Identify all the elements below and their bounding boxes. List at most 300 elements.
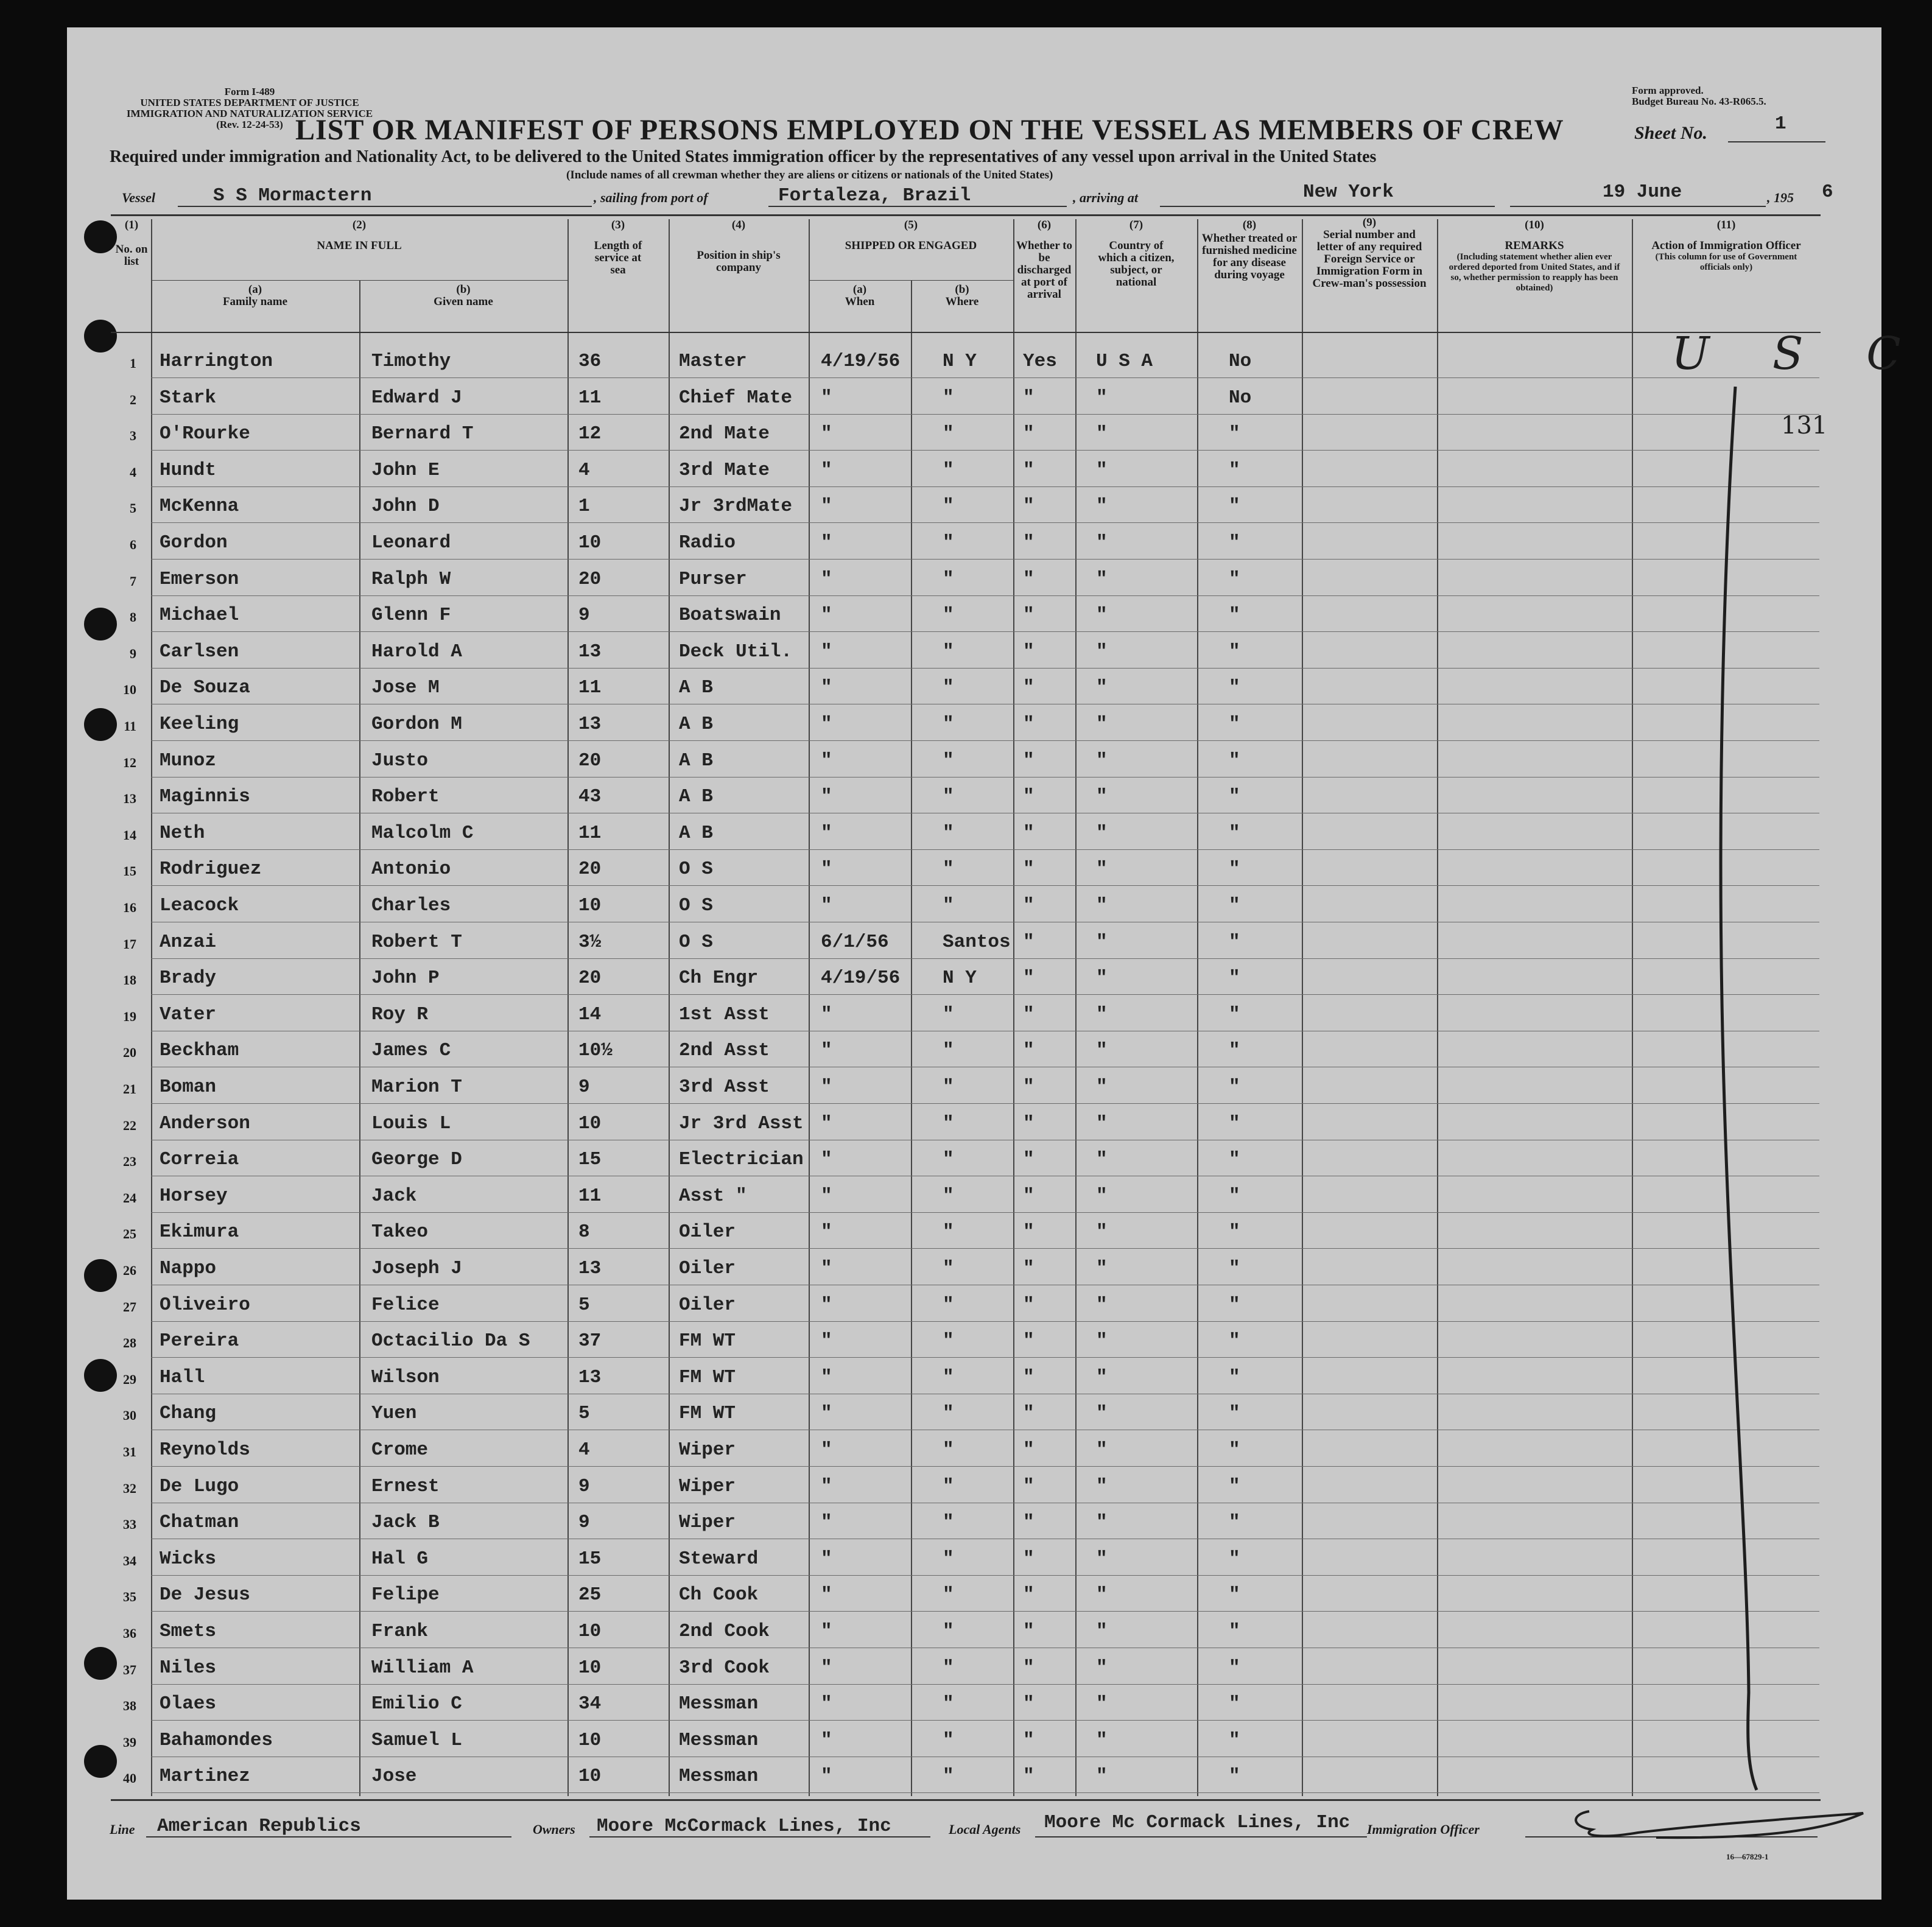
col6-header: (6) Whether to be discharged at port of arrival — [1016, 219, 1072, 301]
family-name-cell: Stark — [160, 387, 217, 409]
position-cell: Messman — [679, 1729, 759, 1751]
sheet-label: Sheet No. — [1634, 123, 1707, 143]
length-of-service-cell: 9 — [578, 605, 590, 627]
discharge-cell: " — [1023, 858, 1034, 880]
shipped-when-cell: " — [821, 749, 832, 771]
row-rule — [151, 1248, 1819, 1249]
year-digit: 6 — [1822, 181, 1833, 203]
given-name-cell: Yuen — [371, 1403, 417, 1425]
length-of-service-cell: 10 — [578, 895, 602, 916]
row-number: 14 — [123, 827, 136, 843]
length-of-service-cell: 11 — [578, 822, 602, 844]
family-name-cell: Martinez — [160, 1766, 250, 1788]
family-name-cell: Neth — [160, 822, 205, 844]
shipped-when-cell: " — [821, 496, 832, 518]
discharge-cell: " — [1023, 1693, 1034, 1715]
length-of-service-cell: 20 — [578, 749, 602, 771]
given-name-cell: George D — [371, 1149, 462, 1171]
shipped-where-cell: " — [943, 677, 954, 699]
shipped-when-cell: " — [821, 1729, 832, 1751]
shipped-where-cell: " — [943, 1766, 954, 1788]
family-name-cell: Niles — [160, 1657, 217, 1679]
discharge-cell: " — [1023, 1366, 1034, 1388]
position-cell: FM WT — [679, 1366, 736, 1388]
service: IMMIGRATION AND NATURALIZATION SERVICE — [126, 108, 373, 119]
medicine-cell: No — [1229, 351, 1252, 372]
shipped-where-cell: N Y — [943, 351, 977, 372]
medicine-cell: No — [1229, 387, 1252, 409]
shipped-where-cell: " — [943, 1548, 954, 1570]
length-of-service-cell: 13 — [578, 1366, 602, 1388]
row-number: 10 — [123, 682, 136, 698]
shipped-when-cell: " — [821, 1475, 832, 1497]
row-rule — [151, 994, 1819, 995]
given-name-cell: Ralph W — [371, 568, 451, 590]
shipped-where-cell: " — [943, 1403, 954, 1425]
country-cell: " — [1096, 1548, 1108, 1570]
shipped-when-cell: " — [821, 1548, 832, 1570]
length-of-service-cell: 5 — [578, 1294, 590, 1316]
shipped-when-cell: " — [821, 1149, 832, 1171]
given-name-cell: Roy R — [371, 1003, 429, 1025]
country-cell: " — [1096, 1076, 1108, 1098]
discharge-cell: " — [1023, 496, 1034, 518]
row-rule — [151, 1575, 1819, 1576]
position-cell: 1st Asst — [679, 1003, 770, 1025]
shipped-when-cell: " — [821, 895, 832, 916]
country-cell: " — [1096, 1366, 1108, 1388]
shipped-when-cell: " — [821, 1403, 832, 1425]
length-of-service-cell: 43 — [578, 786, 602, 808]
discharge-cell: " — [1023, 1439, 1034, 1461]
row-number: 23 — [123, 1154, 136, 1170]
row-rule — [151, 414, 1819, 415]
medicine-cell: " — [1229, 1330, 1240, 1352]
family-name-cell: Munoz — [160, 749, 217, 771]
family-name-cell: Leacock — [160, 895, 239, 916]
family-name-cell: Vater — [160, 1003, 217, 1025]
shipped-when-cell: " — [821, 532, 832, 553]
discharge-cell: " — [1023, 786, 1034, 808]
budget-bureau: Budget Bureau No. 43-R065.5. — [1632, 96, 1766, 107]
country-cell: " — [1096, 1512, 1108, 1534]
discharge-cell: " — [1023, 1584, 1034, 1606]
discharge-cell: " — [1023, 459, 1034, 481]
medicine-cell: " — [1229, 641, 1240, 662]
country-cell: " — [1096, 1439, 1108, 1461]
country-cell: " — [1096, 858, 1108, 880]
medicine-cell: " — [1229, 1584, 1240, 1606]
discharge-cell: " — [1023, 1149, 1034, 1171]
discharge-cell: " — [1023, 1475, 1034, 1497]
discharge-cell: " — [1023, 1294, 1034, 1316]
given-name-cell: Timothy — [371, 351, 451, 372]
shipped-where-cell: " — [943, 1040, 954, 1062]
country-cell: " — [1096, 1330, 1108, 1352]
arriving-label: , arriving at — [1073, 190, 1138, 205]
family-name-cell: Oliveiro — [160, 1294, 250, 1316]
row-rule — [151, 1212, 1819, 1213]
row-number: 31 — [123, 1444, 136, 1459]
discharge-cell: " — [1023, 931, 1034, 953]
agents-label: Local Agents — [949, 1822, 1021, 1837]
family-name-cell: Michael — [160, 605, 239, 627]
given-name-cell: Charles — [371, 895, 451, 916]
row-number: 26 — [123, 1263, 136, 1278]
shipped-where-cell: " — [943, 1076, 954, 1098]
country-cell: " — [1096, 1766, 1108, 1788]
country-cell: " — [1096, 1657, 1108, 1679]
medicine-cell: " — [1229, 1548, 1240, 1570]
family-name-cell: Bahamondes — [160, 1729, 273, 1751]
shipped-where-cell: " — [943, 1294, 954, 1316]
row-rule — [151, 377, 1819, 378]
row-rule — [151, 849, 1819, 850]
given-name-cell: Louis L — [371, 1112, 451, 1134]
discharge-cell: " — [1023, 895, 1034, 916]
shipped-when-cell: " — [821, 1258, 832, 1279]
shipped-when-cell: " — [821, 459, 832, 481]
col-divider — [1302, 219, 1303, 1796]
shipped-when-cell: " — [821, 1512, 832, 1534]
col-divider — [359, 280, 360, 1796]
shipped-where-cell: " — [943, 1112, 954, 1134]
row-rule — [151, 595, 1819, 596]
length-of-service-cell: 36 — [578, 351, 602, 372]
shipped-when-cell: " — [821, 605, 832, 627]
medicine-cell: " — [1229, 605, 1240, 627]
row-rule — [151, 668, 1819, 669]
country-cell: " — [1096, 1185, 1108, 1207]
family-name-cell: Pereira — [160, 1330, 239, 1352]
shipped-where-cell: " — [943, 605, 954, 627]
shipped-where-cell: " — [943, 532, 954, 553]
row-rule — [151, 1684, 1819, 1685]
row-number: 30 — [123, 1408, 136, 1423]
length-of-service-cell: 25 — [578, 1584, 602, 1606]
shipping-line: American Republics — [157, 1816, 361, 1837]
country-cell: " — [1096, 1403, 1108, 1425]
row-rule — [151, 559, 1819, 560]
row-number: 24 — [123, 1190, 136, 1206]
family-name-cell: Chatman — [160, 1512, 239, 1534]
length-of-service-cell: 10 — [578, 1112, 602, 1134]
family-name-cell: Harrington — [160, 351, 273, 372]
family-name-cell: Brady — [160, 967, 217, 989]
col4-header: (4) Position in ship's company — [697, 219, 781, 274]
owners-label: Owners — [533, 1822, 575, 1837]
approval-block — [1632, 85, 1766, 107]
discharge-cell: " — [1023, 1040, 1034, 1062]
row-rule — [151, 486, 1819, 487]
discharge-cell: " — [1023, 1221, 1034, 1243]
position-cell: 2nd Asst — [679, 1040, 770, 1062]
department: UNITED STATES DEPARTMENT OF JUSTICE — [140, 97, 359, 108]
line-underline — [146, 1836, 511, 1837]
family-name-cell: Hundt — [160, 459, 217, 481]
length-of-service-cell: 9 — [578, 1475, 590, 1497]
position-cell: A B — [679, 822, 713, 844]
shipped-where-cell: " — [943, 714, 954, 735]
row-rule — [151, 1321, 1819, 1322]
arrival-port: New York — [1303, 181, 1394, 203]
position-cell: Master — [679, 351, 747, 372]
shipped-where-cell: Santos — [943, 931, 1011, 953]
given-name-cell: Leonard — [371, 532, 451, 553]
length-of-service-cell: 34 — [578, 1693, 602, 1715]
country-cell: U S A — [1096, 351, 1153, 372]
country-cell: " — [1096, 532, 1108, 553]
position-cell: Oiler — [679, 1221, 736, 1243]
discharge-cell: " — [1023, 1512, 1034, 1534]
country-cell: " — [1096, 1294, 1108, 1316]
row-number: 27 — [123, 1299, 136, 1315]
country-cell: " — [1096, 967, 1108, 989]
given-name-cell: Takeo — [371, 1221, 429, 1243]
given-name-cell: Edward J — [371, 387, 462, 409]
length-of-service-cell: 11 — [578, 387, 602, 409]
discharge-cell: " — [1023, 1657, 1034, 1679]
medicine-cell: " — [1229, 858, 1240, 880]
length-of-service-cell: 15 — [578, 1149, 602, 1171]
sailing-label: , sailing from port of — [594, 190, 708, 205]
family-name-cell: De Lugo — [160, 1475, 239, 1497]
row-number: 8 — [130, 609, 136, 625]
row-number: 36 — [123, 1626, 136, 1641]
length-of-service-cell: 3½ — [578, 931, 602, 953]
discharge-cell: " — [1023, 749, 1034, 771]
shipped-where-cell: " — [943, 822, 954, 844]
given-name-cell: Crome — [371, 1439, 429, 1461]
length-of-service-cell: 13 — [578, 641, 602, 662]
shipped-where-cell: " — [943, 1693, 954, 1715]
discharge-cell: " — [1023, 967, 1034, 989]
port-line — [768, 206, 1067, 207]
given-name-cell: Felice — [371, 1294, 440, 1316]
port-of-departure: Fortaleza, Brazil — [778, 185, 971, 206]
row-number: 33 — [123, 1517, 136, 1532]
discharge-cell: " — [1023, 568, 1034, 590]
medicine-cell: " — [1229, 967, 1240, 989]
col5a-header: (a) When — [845, 283, 875, 308]
row-number: 19 — [123, 1008, 136, 1024]
medicine-cell: " — [1229, 568, 1240, 590]
shipped-when-cell: " — [821, 1003, 832, 1025]
shipped-where-cell: " — [943, 1003, 954, 1025]
given-name-cell: John D — [371, 496, 440, 518]
given-name-cell: Hal G — [371, 1548, 429, 1570]
shipped-where-cell: " — [943, 1258, 954, 1279]
row-number: 2 — [130, 391, 136, 407]
shipped-where-cell: " — [943, 459, 954, 481]
row-rule — [151, 740, 1819, 741]
shipped-where-cell: " — [943, 1366, 954, 1388]
country-cell: " — [1096, 749, 1108, 771]
col2a-header: (a) Family name — [222, 283, 288, 308]
shipped-where-cell: N Y — [943, 967, 977, 989]
row-number: 29 — [123, 1371, 136, 1387]
family-name-cell: Nappo — [160, 1258, 217, 1279]
discharge-cell: " — [1023, 1621, 1034, 1642]
given-name-cell: Antonio — [371, 858, 451, 880]
given-name-cell: Bernard T — [371, 423, 474, 445]
medicine-cell: " — [1229, 1693, 1240, 1715]
shipped-where-cell: " — [943, 1621, 954, 1642]
shipped-when-cell: " — [821, 1621, 832, 1642]
given-name-cell: Marion T — [371, 1076, 462, 1098]
col-divider — [1013, 219, 1014, 1796]
medicine-cell: " — [1229, 1766, 1240, 1788]
row-number: 13 — [123, 791, 136, 807]
shipped-where-cell: " — [943, 1439, 954, 1461]
row-number: 3 — [130, 428, 136, 444]
medicine-cell: " — [1229, 1657, 1240, 1679]
shipped-when-cell: " — [821, 1294, 832, 1316]
col9-header: (9) Serial number and letter of any required Foreign Service or Immigration Form in Crew-man's possession — [1312, 216, 1427, 290]
position-cell: Wiper — [679, 1475, 736, 1497]
country-cell: " — [1096, 1112, 1108, 1134]
row-number: 39 — [123, 1734, 136, 1750]
medicine-cell: " — [1229, 1185, 1240, 1207]
family-name-cell: Beckham — [160, 1040, 239, 1062]
shipped-when-cell: " — [821, 714, 832, 735]
country-cell: " — [1096, 1621, 1108, 1642]
row-number: 17 — [123, 936, 136, 952]
family-name-cell: Anderson — [160, 1112, 250, 1134]
discharge-cell: " — [1023, 1258, 1034, 1279]
shipped-when-cell: 6/1/56 — [821, 931, 889, 953]
row-number: 5 — [130, 500, 136, 516]
medicine-cell: " — [1229, 1149, 1240, 1171]
row-number: 18 — [123, 972, 136, 988]
length-of-service-cell: 10½ — [578, 1040, 613, 1062]
shipped-when-cell: " — [821, 822, 832, 844]
length-of-service-cell: 20 — [578, 858, 602, 880]
medicine-cell: " — [1229, 1258, 1240, 1279]
position-cell: Radio — [679, 532, 736, 553]
position-cell: 2nd Mate — [679, 423, 770, 445]
family-name-cell: O'Rourke — [160, 423, 250, 445]
discharge-cell: " — [1023, 605, 1034, 627]
discharge-cell: " — [1023, 677, 1034, 699]
given-name-cell: Felipe — [371, 1584, 440, 1606]
position-cell: 3rd Asst — [679, 1076, 770, 1098]
family-name-cell: Wicks — [160, 1548, 217, 1570]
medicine-cell: " — [1229, 459, 1240, 481]
row-number: 20 — [123, 1045, 136, 1061]
family-name-cell: Rodriguez — [160, 858, 262, 880]
col-divider — [1075, 219, 1077, 1796]
shipped-where-cell: " — [943, 641, 954, 662]
position-cell: Electrician — [679, 1149, 804, 1171]
shipped-when-cell: " — [821, 641, 832, 662]
given-name-cell: Samuel L — [371, 1729, 462, 1751]
position-cell: Chief Mate — [679, 387, 793, 409]
row-rule — [151, 1466, 1819, 1467]
shipped-where-cell: " — [943, 1185, 954, 1207]
subheader-line — [809, 280, 1013, 281]
col2-header: (2) NAME IN FULL — [317, 219, 402, 252]
row-number: 9 — [130, 645, 136, 661]
length-of-service-cell: 5 — [578, 1403, 590, 1425]
length-of-service-cell: 10 — [578, 1621, 602, 1642]
col-divider — [151, 219, 152, 1796]
discharge-cell: " — [1023, 641, 1034, 662]
country-cell: " — [1096, 1040, 1108, 1062]
row-number: 4 — [130, 464, 136, 480]
family-name-cell: Horsey — [160, 1185, 228, 1207]
shipped-where-cell: " — [943, 786, 954, 808]
position-cell: A B — [679, 786, 713, 808]
given-name-cell: Malcolm C — [371, 822, 474, 844]
subtitle: Required under immigration and Nationality Act, to be delivered to the United States immigration officer by the representatives of any vessel upon arrival in the United States — [110, 147, 1377, 166]
position-cell: Steward — [679, 1548, 759, 1570]
shipped-where-cell: " — [943, 858, 954, 880]
position-cell: O S — [679, 895, 713, 916]
shipped-when-cell: " — [821, 1584, 832, 1606]
country-cell: " — [1096, 1221, 1108, 1243]
family-name-cell: Hall — [160, 1366, 205, 1388]
medicine-cell: " — [1229, 1621, 1240, 1642]
family-name-cell: Reynolds — [160, 1439, 250, 1461]
discharge-cell: Yes — [1023, 351, 1057, 372]
length-of-service-cell: 10 — [578, 532, 602, 553]
row-number: 34 — [123, 1553, 136, 1568]
date-line — [1510, 206, 1766, 207]
shipped-when-cell: " — [821, 1693, 832, 1715]
family-name-cell: Correia — [160, 1149, 239, 1171]
col8-header: (8) Whether treated or furnished medicine for any disease during voyage — [1201, 219, 1298, 281]
medicine-cell: " — [1229, 1475, 1240, 1497]
medicine-cell: " — [1229, 423, 1240, 445]
medicine-cell: " — [1229, 1003, 1240, 1025]
family-name-cell: McKenna — [160, 496, 239, 518]
length-of-service-cell: 1 — [578, 496, 590, 518]
col2b-header: (b) Given name — [434, 283, 493, 308]
country-cell: " — [1096, 641, 1108, 662]
shipped-where-cell: " — [943, 1657, 954, 1679]
position-cell: 3rd Cook — [679, 1657, 770, 1679]
position-cell: Oiler — [679, 1258, 736, 1279]
length-of-service-cell: 15 — [578, 1548, 602, 1570]
owners: Moore McCormack Lines, Inc — [597, 1816, 891, 1837]
country-cell: " — [1096, 1003, 1108, 1025]
length-of-service-cell: 9 — [578, 1076, 590, 1098]
shipped-where-cell: " — [943, 423, 954, 445]
medicine-cell: " — [1229, 786, 1240, 808]
position-cell: Oiler — [679, 1294, 736, 1316]
row-number: 35 — [123, 1589, 136, 1605]
discharge-cell: " — [1023, 1729, 1034, 1751]
position-cell: Ch Engr — [679, 967, 759, 989]
local-agents: Moore Mc Cormack Lines, Inc — [1044, 1812, 1351, 1833]
header-bottom-line — [111, 332, 1821, 333]
row-number: 1 — [130, 356, 136, 371]
discharge-cell: " — [1023, 1112, 1034, 1134]
discharge-cell: " — [1023, 822, 1034, 844]
family-name-cell: Ekimura — [160, 1221, 239, 1243]
shipped-where-cell: " — [943, 568, 954, 590]
discharge-cell: " — [1023, 1330, 1034, 1352]
medicine-cell: " — [1229, 677, 1240, 699]
shipped-where-cell: " — [943, 1475, 954, 1497]
length-of-service-cell: 10 — [578, 1729, 602, 1751]
given-name-cell: Octacilio Da S — [371, 1330, 530, 1352]
medicine-cell: " — [1229, 931, 1240, 953]
position-cell: A B — [679, 677, 713, 699]
col-divider — [1437, 219, 1438, 1796]
position-cell: O S — [679, 931, 713, 953]
